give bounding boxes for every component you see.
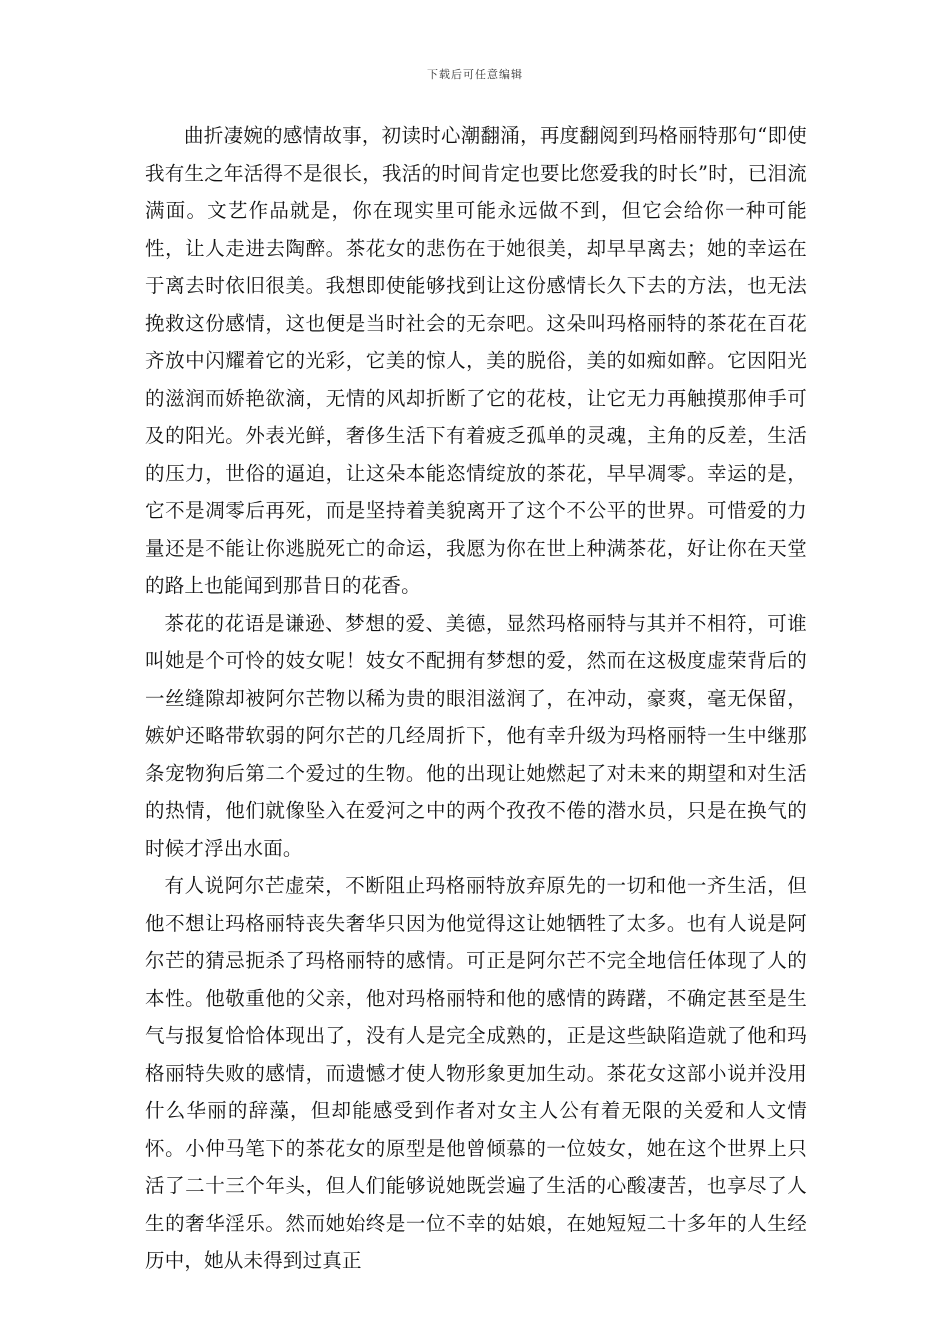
paragraph-3: 有人说阿尔芒虚荣，不断阻止玛格丽特放弃原先的一切和他一齐生活，但他不想让玛格丽特丧失奢华只因为他觉得这让她牺牲了太多。也有人说是阿尔芒的猜忌扼杀了玛格丽特的感情。可正是阿尔芒不完全地信任体现了人的本性。他敬重他的父亲，他对玛格丽特和他的感情的踌躇，不确定甚至是生气与报复恰恰体现出了，没有人是完全成熟的，正是这些缺陷造就了他和玛格丽特失败的感情，而遗憾才使人物形象更加生动。茶花女这部小说并没用什么华丽的辞藻，但却能感受到作者对女主人公有着无限的关爱和人文情怀。小仲马笔下的茶花女的原型是他曾倾慕的一位妓女，她在这个世界上只活了二十三个年头，但人们能够说她既尝遍了生活的心酸凄苦，也享尽了人生的奢华淫乐。然而她始终是一位不幸的姑娘，在她短短二十多年的人生经历中，她从未得到过真正 xyxy=(145,874,807,1272)
document-body xyxy=(145,117,807,1280)
page-header: 下载后可任意编辑 xyxy=(427,68,523,81)
paragraph-2: 茶花的花语是谦逊、梦想的爱、美德，显然玛格丽特与其并不相符，可谁叫她是个可怜的妓女呢！妓女不配拥有梦想的爱，然而在这极度虚荣背后的一丝缝隙却被阿尔芒物以稀为贵的眼泪滋润了，在冲动，豪爽，毫无保留，嫉妒还略带软弱的阿尔芒的几经周折下，他有幸升级为玛格丽特一生中继那条宠物狗后第二个爱过的生物。他的出现让她燃起了对未来的期望和对生活的热情，他们就像坠入在爱河之中的两个孜孜不倦的潜水员，只是在换气的时候才浮出水面。 xyxy=(145,611,807,860)
paragraph-1: 曲折凄婉的感情故事，初读时心潮翻涌，再度翻阅到玛格丽特那句“即使我有生之年活得不是很长，我活的时间肯定也要比您爱我的时长”时，已泪流满面。文艺作品就是，你在现实里可能永远做不到，但它会给你一种可能性，让人走进去陶醉。茶花女的悲伤在于她很美，却早早离去；她的幸运在于离去时依旧很美。我想即使能够找到让这份感情长久下去的方法，也无法挽救这份感情，这也便是当时社会的无奈吧。这朵叫玛格丽特的茶花在百花齐放中闪耀着它的光彩，它美的惊人，美的脱俗，美的如痴如醉。它因阳光的滋润而娇艳欲滴，无情的风却折断了它的花枝，让它无力再触摸那伸手可及的阳光。外表光鲜，奢侈生活下有着疲乏孤单的灵魂，主角的反差，生活的压力，世俗的逼迫，让这朵本能恣情绽放的茶花，早早凋零。幸运的是，它不是凋零后再死，而是坚持着美貌离开了这个不公平的世界。可惜爱的力量还是不能让你逃脱死亡的命运，我愿为你在世上种满茶花，好让你在天堂的路上也能闻到那昔日的花香。 xyxy=(145,124,807,597)
